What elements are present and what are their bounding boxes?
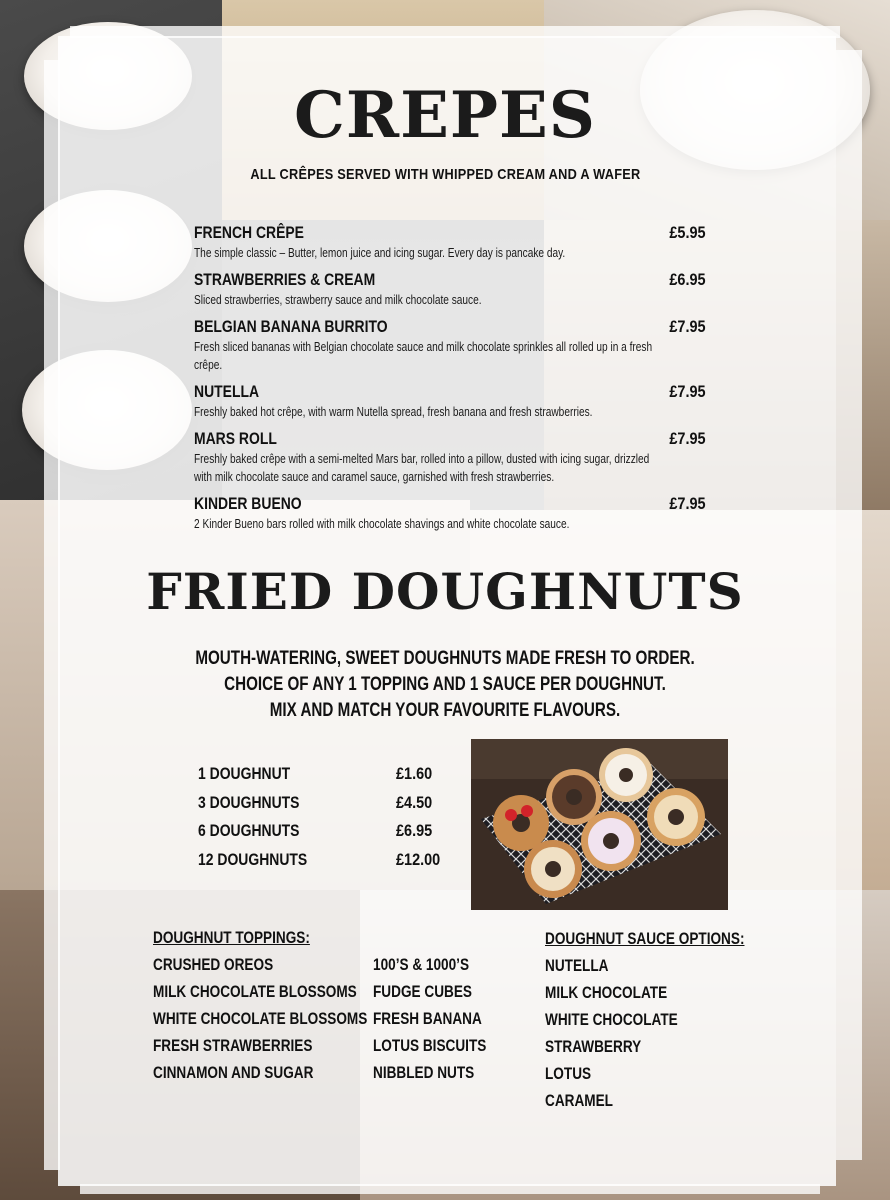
- crepe-item: [194, 381, 714, 421]
- crepe-description: Freshly baked hot crêpe, with warm Nutella spread, fresh banana and fresh strawberries.: [194, 405, 593, 419]
- topping-item: 100’S & 1000’S: [373, 955, 470, 974]
- topping-item: CRUSHED OREOS: [153, 955, 274, 974]
- doughnuts-title: FRIED DOUGHNUTS: [146, 562, 744, 621]
- crepes-title: CREPES: [293, 78, 597, 153]
- topping-item: FRESH STRAWBERRIES: [153, 1036, 313, 1055]
- sauces-heading: DOUGHNUT SAUCE OPTIONS:: [545, 929, 745, 948]
- topping-item: CINNAMON AND SUGAR: [153, 1063, 314, 1082]
- crepe-description: Sliced strawberries, strawberry sauce and milk chocolate sauce.: [194, 293, 482, 307]
- toppings-heading: DOUGHNUT TOPPINGS:: [153, 928, 310, 947]
- crepes-subtitle: [0, 166, 890, 183]
- doughnuts-photo: [471, 739, 728, 910]
- crepe-item: [194, 316, 714, 374]
- crepe-item: [194, 428, 714, 486]
- sauce-item: NUTELLA: [545, 956, 609, 975]
- doughnuts-photo-illustration: [471, 739, 728, 910]
- price-qty: 12 DOUGHNUTS: [198, 849, 308, 869]
- price-value: £6.95: [396, 821, 433, 840]
- crepe-price: £7.95: [669, 317, 706, 336]
- crepe-item: [194, 222, 714, 262]
- topping-item: FUDGE CUBES: [373, 982, 472, 1001]
- price-row: [198, 764, 458, 793]
- price-row: [198, 821, 458, 850]
- crepe-price: £7.95: [669, 429, 706, 448]
- paper-edge-top: [70, 26, 840, 38]
- sauce-item: MILK CHOCOLATE: [545, 983, 668, 1002]
- price-value: £12.00: [396, 849, 441, 869]
- crepe-description: 2 Kinder Bueno bars rolled with milk chocolate shavings and white chocolate sauce.: [194, 517, 570, 531]
- topping-item: FRESH BANANA: [373, 1009, 482, 1028]
- topping-item: MILK CHOCOLATE BLOSSOMS: [153, 982, 357, 1001]
- crepe-description: The simple classic – Butter, lemon juice and icing sugar. Every day is pancake day.: [194, 246, 566, 260]
- crepes-subtitle-text: ALL CRÊPES SERVED WITH WHIPPED CREAM AND A WAFER: [249, 166, 641, 183]
- doughnut-price-table: [198, 764, 458, 878]
- crepe-name: NUTELLA: [194, 382, 260, 401]
- price-qty: 3 DOUGHNUTS: [198, 792, 300, 812]
- doughnuts-intro: [0, 646, 890, 724]
- price-row: [198, 850, 458, 879]
- intro-line: MOUTH-WATERING, SWEET DOUGHNUTS MADE FRESH TO ORDER.: [195, 648, 695, 669]
- sauce-item: WHITE CHOCOLATE: [545, 1010, 678, 1029]
- topping-item: NIBBLED NUTS: [373, 1063, 475, 1082]
- crepe-name: STRAWBERRIES & CREAM: [194, 270, 376, 289]
- crepe-price: £6.95: [669, 270, 706, 289]
- crepe-name: FRENCH CRÊPE: [194, 223, 304, 242]
- paper-edge-bottom: [80, 1184, 820, 1194]
- toppings-column-2: [373, 951, 515, 1086]
- crepe-item: [194, 269, 714, 309]
- crepe-name: MARS ROLL: [194, 429, 277, 448]
- crepe-price: £5.95: [669, 223, 706, 242]
- sauce-item: LOTUS: [545, 1064, 592, 1083]
- crepe-name: KINDER BUENO: [194, 494, 302, 513]
- sauce-item: CARAMEL: [545, 1091, 613, 1110]
- crepe-list: [194, 222, 714, 540]
- sauces-column: [545, 925, 794, 1114]
- price-value: £4.50: [396, 792, 433, 812]
- topping-item: WHITE CHOCOLATE BLOSSOMS: [153, 1009, 368, 1028]
- price-qty: 1 DOUGHNUT: [198, 764, 291, 783]
- price-value: £1.60: [396, 764, 433, 783]
- intro-line: MIX AND MATCH YOUR FAVOURITE FLAVOURS.: [269, 700, 621, 721]
- sauce-item: STRAWBERRY: [545, 1037, 642, 1056]
- crepe-name: BELGIAN BANANA BURRITO: [194, 317, 388, 336]
- topping-item: LOTUS BISCUITS: [373, 1036, 487, 1055]
- intro-line: CHOICE OF ANY 1 TOPPING AND 1 SAUCE PER DOUGHNUT.: [224, 674, 666, 695]
- price-row: [198, 793, 458, 822]
- crepe-price: £7.95: [669, 382, 706, 401]
- price-qty: 6 DOUGHNUTS: [198, 821, 300, 840]
- crepe-item: [194, 493, 714, 533]
- crepe-description: Freshly baked crêpe with a semi-melted Mars bar, rolled into a pillow, dusted with icing sugar, drizzled with milk chocolate sauce and caramel sauce, garnished with fresh strawberries.: [194, 452, 650, 484]
- crepe-description: Fresh sliced bananas with Belgian chocolate sauce and milk chocolate sprinkles all rolled up in a fresh crêpe.: [194, 340, 653, 372]
- crepe-price: £7.95: [669, 494, 706, 513]
